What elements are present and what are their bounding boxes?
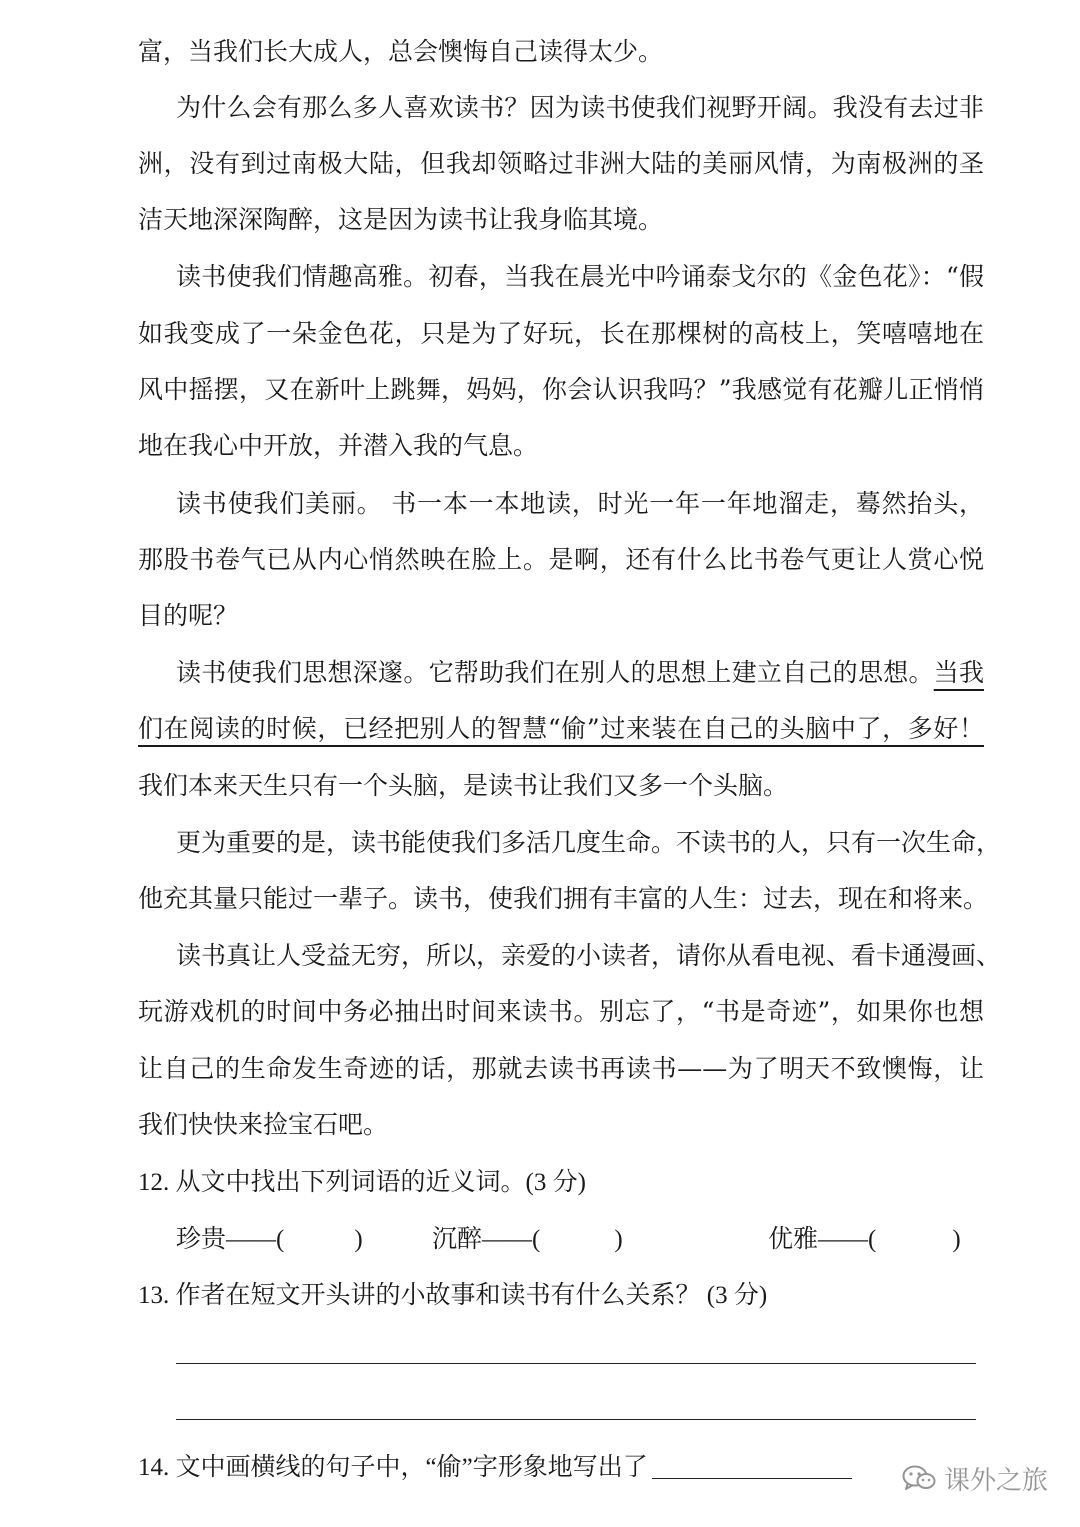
passage-line: 读书使我们情趣高雅。初春，当我在晨光中吟诵泰戈尔的《金色花》：“假 [176,262,984,291]
question-14-text: 14. 文中画横线的句子中，“偷”字形象地写出了 [138,1454,648,1481]
synonym-word: 珍贵——( [176,1226,285,1253]
synonym-item[interactable] [176,1212,363,1268]
synonym-row [176,1212,976,1268]
synonym-item[interactable] [768,1212,961,1268]
synonym-word: 沉醉——( [432,1226,541,1253]
question-12: 12. 从文中找出下列词语的近义词。(3 分) [138,1169,586,1196]
passage-line: 如我变成了一朵金色花，只是为了好玩，长在那棵树的高枝上，笑嘻嘻地在 [138,319,984,348]
passage-line: 我们快快来捡宝石吧。 [138,1110,389,1139]
watermark-text: 课外之旅 [944,1465,1049,1496]
passage-line: 他充其量只能过一辈子。读书，使我们拥有丰富的人生：过去，现在和将来。 [138,884,989,913]
answer-line[interactable] [176,1363,976,1364]
wechat-icon [902,1464,936,1492]
passage-line: 富，当我们长大成人，总会懊悔自己读得太少。 [138,37,664,66]
passage-line: 我们本来天生只有一个头脑，是读书让我们又多一个头脑。 [138,771,789,800]
passage-line: 风中摇摆，又在新叶上跳舞，妈妈，你会认识我吗？”我感觉有花瓣儿正悄悄 [138,375,984,404]
close-paren: ) [354,1226,363,1253]
passage-line: 目的呢？ [138,601,239,630]
passage-line: 读书使我们美丽。 书一本一本地读，时光一年一年地溜走，蓦然抬头， [176,489,984,518]
passage-line: 更为重要的是，读书能使我们多活几度生命。不读书的人，只有一次生命， [176,828,1002,857]
answer-fill-line[interactable] [652,1454,852,1479]
synonym-item[interactable] [432,1212,623,1268]
question-14 [138,1440,852,1496]
passage-line: 那股书卷气已从内心悄然映在脸上。是啊，还有什么比书卷气更让人赏心悦 [138,545,984,574]
passage-line: 地在我心中开放，并潜入我的气息。 [138,431,539,460]
passage-text: 读书使我们思想深邃。它帮助我们在别人的思想上建立自己的思想。 [176,658,934,687]
passage-line [176,645,984,701]
passage-line: 洲，没有到过南极大陆，但我却领略过非洲大陆的美丽风情，为南极洲的圣 [138,149,984,178]
passage-line: 让自己的生命发生奇迹的话，那就去读书再读书——为了明天不致懊悔，让 [138,1054,984,1083]
passage-line: 玩游戏机的时间中务必抽出时间来读书。别忘了，“书是奇迹”，如果你也想 [138,997,984,1026]
close-paren: ) [952,1226,961,1253]
underlined-sentence-start: 当我 [933,658,984,687]
passage-line: 读书真让人受益无穷，所以，亲爱的小读者，请你从看电视、看卡通漫画、 [176,941,1002,970]
answer-line[interactable] [176,1419,976,1420]
passage-line: 洁天地深深陶醉，这是因为读书让我身临其境。 [138,205,664,234]
underlined-sentence: 们在阅读的时候，已经把别人的智慧“偷”过来装在自己的头脑中了，多好！ [138,714,984,743]
passage-line: 为什么会有那么多人喜欢读书？因为读书使我们视野开阔。我没有去过非 [176,93,984,122]
close-paren: ) [614,1226,623,1253]
synonym-word: 优雅——( [768,1226,877,1253]
watermark [902,1456,1048,1500]
question-13: 13. 作者在短文开头讲的小故事和读书有什么关系？ (3 分) [138,1282,768,1309]
